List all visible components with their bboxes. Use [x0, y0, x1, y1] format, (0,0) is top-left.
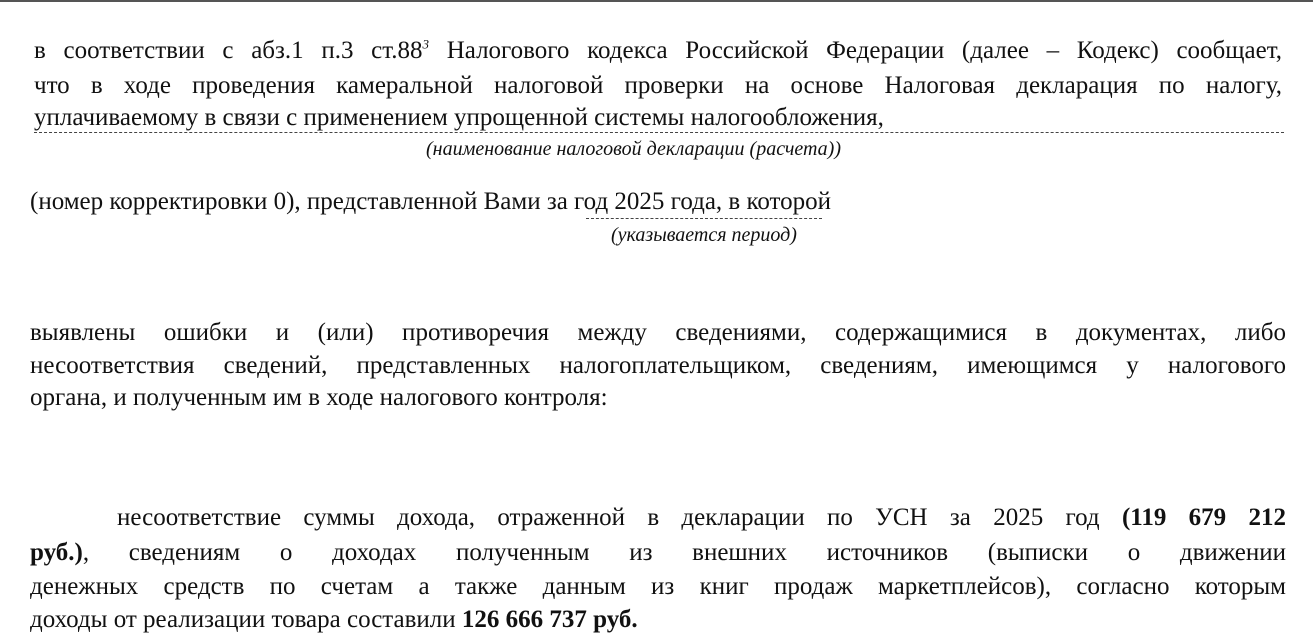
- footnote-marker: 3: [422, 36, 430, 52]
- para4-line2: руб.), сведениям о доходах полученным из внешних источников (выписки о движении: [30, 539, 1286, 566]
- para4-line1: несоответствие суммы дохода, отраженной в декларации по УСН за 2025 год (119 679 212: [117, 504, 1286, 531]
- actual-income-amount: 126 666 737 руб.: [461, 606, 638, 633]
- declaration-name-caption: (наименование налоговой декларации (расчета)): [426, 138, 841, 160]
- declared-income-unit: руб.): [30, 539, 83, 566]
- para1-line3: уплачиваемому в связи с применением упрощенной системы налогообложения,: [34, 104, 884, 131]
- para3-line2: несоответствия сведений, представленных налогоплательщиком, сведениям, имеющимся у налогового: [30, 352, 1286, 379]
- para1-line1: в соответствии с абз.1 п.3 $ст.88^3$ Налогового кодекса Российской Федерации (далее – Кодекс) сообщает,: [34, 36, 1282, 64]
- top-border: [0, 0, 1313, 2]
- declared-income-amount: (119 679 212: [1121, 504, 1286, 531]
- period-underline: [586, 218, 822, 219]
- para4-line3: денежных средств по счетам а также данным из книг продаж маркетплейсов), согласно которым: [30, 573, 1286, 600]
- para1-line2: что в ходе проведения камеральной налоговой проверки на основе Налоговая декларация по налогу,: [34, 72, 1282, 99]
- declaration-name-underline: [34, 132, 1284, 133]
- para3-line1: выявлены ошибки и (или) противоречия между сведениями, содержащимися в документах, либо: [30, 319, 1286, 346]
- period-caption: (указывается период): [611, 224, 797, 246]
- para3-line3: органа, и полученным им в ходе налогового контроля:: [30, 384, 608, 411]
- para2-line1: (номер корректировки 0), представленной Вами за год 2025 года, в которой: [30, 188, 831, 215]
- para4-line4: доходы от реализации товара составили 126 666 737 руб.: [30, 606, 638, 633]
